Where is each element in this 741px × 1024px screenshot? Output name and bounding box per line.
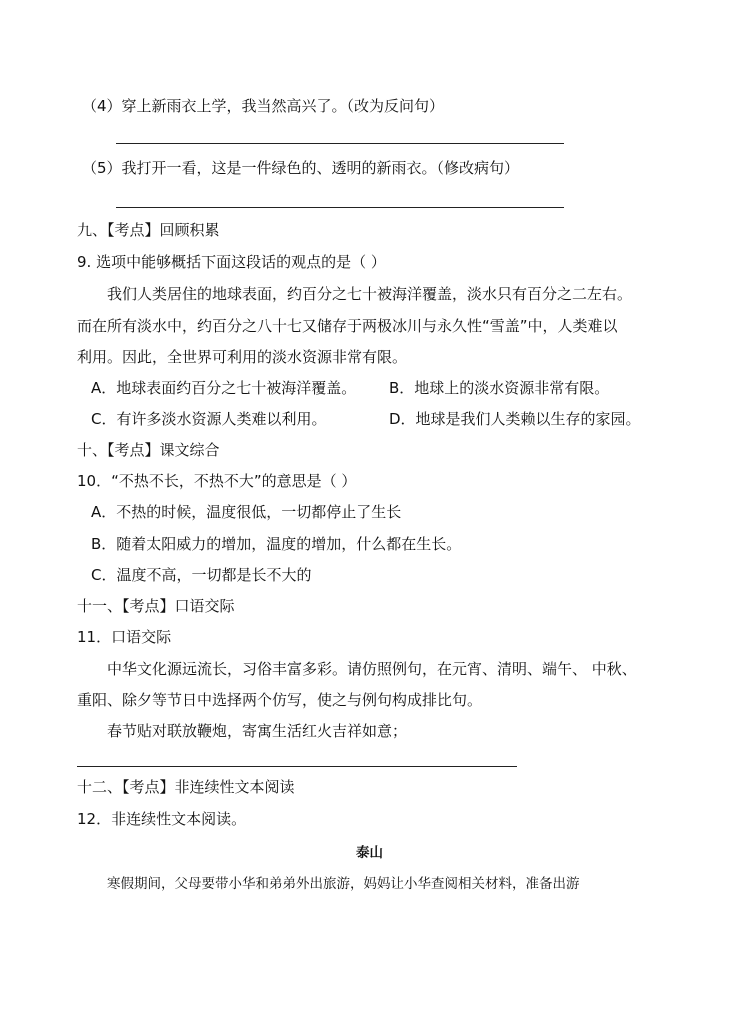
passage-title: 泰山 [356,845,383,861]
question-11: 11．口语交际 [77,628,172,646]
option-c[interactable]: C．有许多淡水资源人类难以利用。 [91,410,327,428]
option-c[interactable]: C．温度不高，一切都是长不大的 [91,566,312,584]
passage-line: 我们人类居住的地球表面，约百分之七十被海洋覆盖，淡水只有百分之二左右。 [107,285,633,303]
example-sentence: 春节贴对联放鞭炮，寄寓生活红火吉祥如意； [107,722,408,740]
question-10: 10．“不热不长，不热不大”的意思是（ ） [77,472,357,490]
question-9: 9. 选项中能够概括下面这段话的观点的是（ ） [77,253,386,271]
question-8-item-4: （4）穿上新雨衣上学，我当然高兴了。（改为反问句） [82,97,445,115]
passage-line: 而在所有淡水中，约百分之八十七又储存于两极冰川与永久性“雪盖”中，人类难以 [77,317,618,335]
answer-line[interactable] [77,766,517,767]
section-9-heading: 九、【考点】回顾积累 [77,221,220,239]
passage-line: 寒假期间，父母要带小华和弟弟外出旅游，妈妈让小华查阅相关材料，准备出游 [107,876,580,892]
prompt-line: 重阳、除夕等节日中选择两个仿写，使之与例句构成排比句。 [77,691,483,709]
question-8-item-5: （5）我打开一看，这是一件绿色的、透明的新雨衣。（修改病句） [82,159,520,177]
option-b[interactable]: B．地球上的淡水资源非常有限。 [389,379,610,397]
option-d[interactable]: D．地球是我们人类赖以生存的家园。 [389,410,641,428]
option-b[interactable]: B．随着太阳威力的增加，温度的增加，什么都在生长。 [91,535,462,553]
section-12-heading: 十二、【考点】非连续性文本阅读 [77,778,295,796]
prompt-line: 中华文化源远流长，习俗丰富多彩。请仿照例句，在元宵、清明、端午、 中秋、 [107,660,637,678]
section-11-heading: 十一、【考点】口语交际 [77,597,235,615]
option-a[interactable]: A．地球表面约百分之七十被海洋覆盖。 [91,379,357,397]
answer-line[interactable] [116,143,564,144]
option-a[interactable]: A．不热的时候，温度很低，一切都停止了生长 [91,503,402,521]
answer-line[interactable] [116,207,564,208]
section-10-heading: 十、【考点】课文综合 [77,441,220,459]
passage-line: 利用。因此，全世界可利用的淡水资源非常有限。 [77,348,408,366]
question-12: 12．非连续性文本阅读。 [77,810,247,828]
